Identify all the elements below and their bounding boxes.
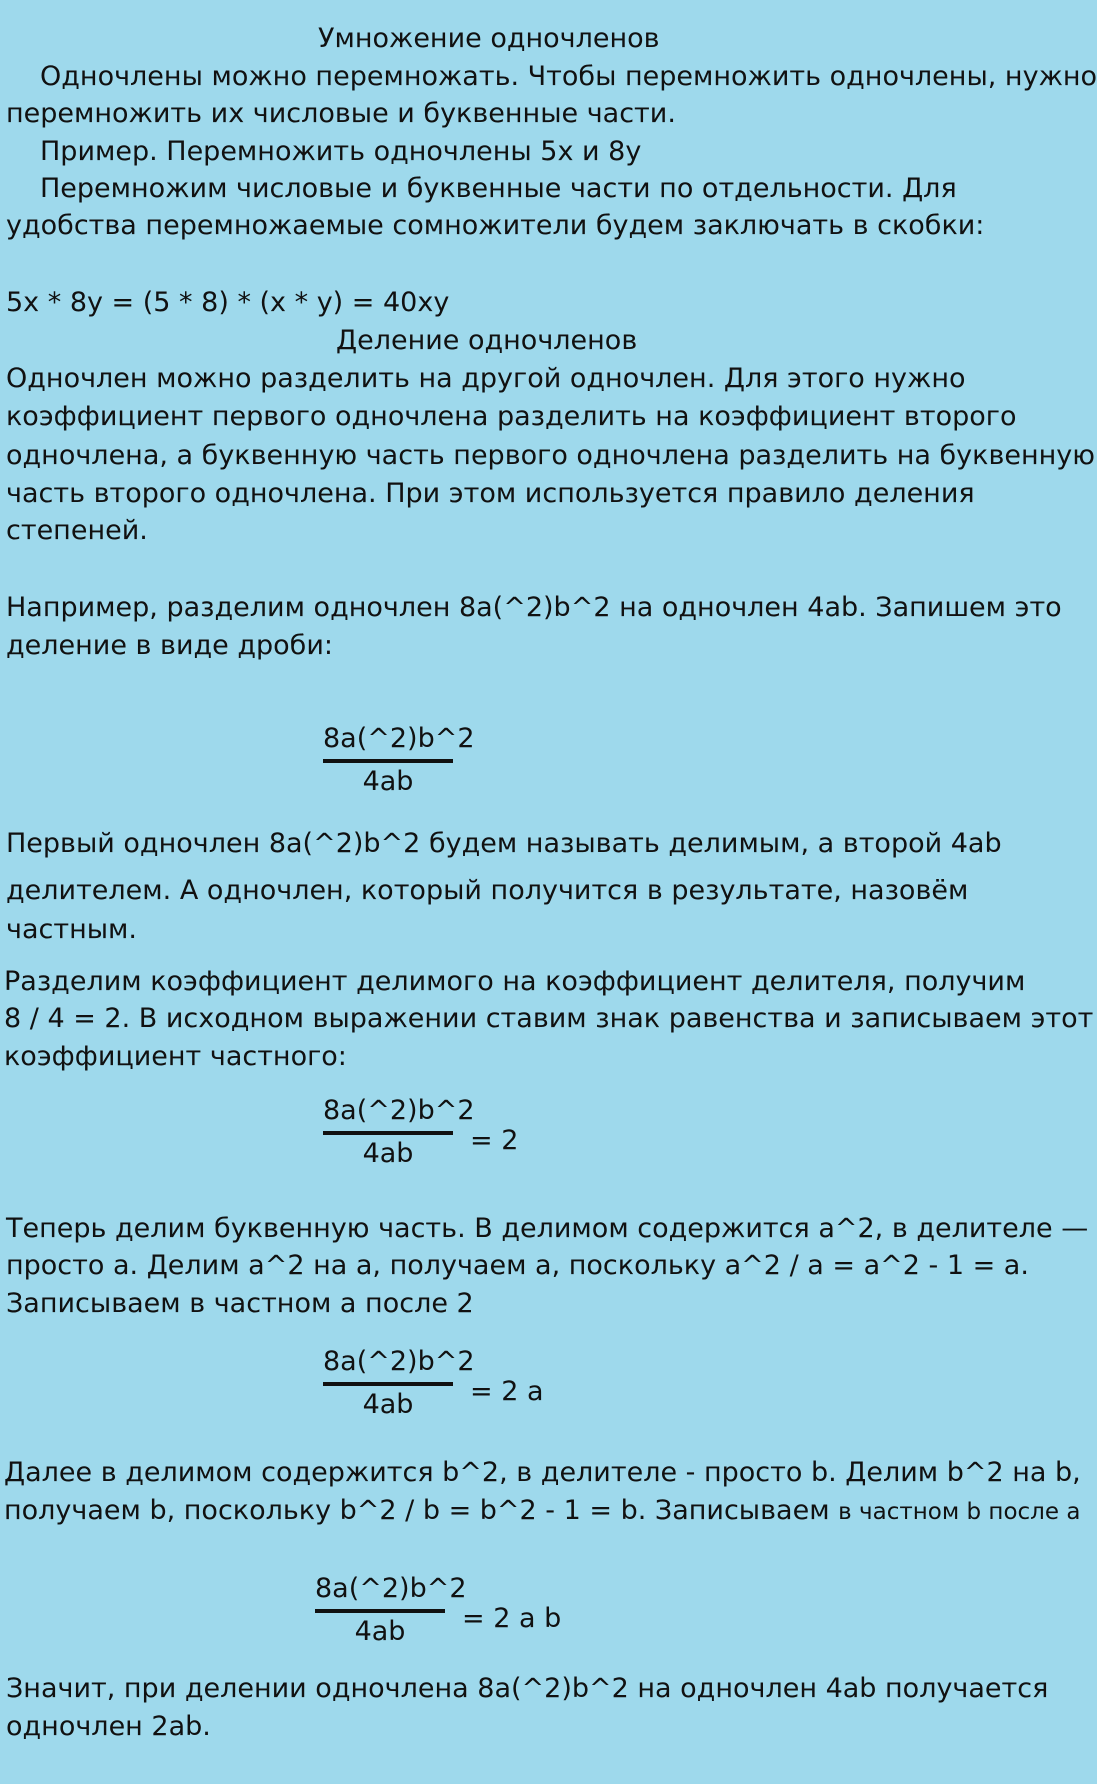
div-paragraph-7-line-1: Значит, при делении одночлена 8a(^2)b^2 на одночлен 4ab получается [6, 1673, 1049, 1704]
div-paragraph-3-line-2: делителем. А одночлен, который получится в результате, назовём [6, 875, 969, 906]
fraction-1-bar [323, 759, 453, 763]
fraction-2 [323, 1094, 475, 1171]
div-paragraph-6-line-2 [4, 1492, 1080, 1531]
mult-paragraph-2-line-1: Перемножим числовые и буквенные части по отдельности. Для [40, 173, 957, 204]
fraction-3-result: = 2 a [470, 1376, 544, 1407]
fraction-2-denominator: 4ab [362, 1138, 414, 1169]
fraction-4 [315, 1572, 467, 1649]
div-paragraph-1-line-1: Одночлен можно разделить на другой одночлен. Для этого нужно [6, 363, 966, 394]
mult-paragraph-2-line-2: удобства перемножаемые сомножители будем заключать в скобки: [6, 210, 985, 241]
mult-paragraph-1-line-1: Одночлены можно перемножать. Чтобы перемножить одночлены, нужно [40, 61, 1097, 92]
fraction-3 [323, 1345, 475, 1422]
div-paragraph-6-line-2-main: получаем b, поскольку b^2 / b = b^2 - 1 = b. Записываем [4, 1495, 839, 1526]
div-paragraph-1-line-2: коэффициент первого одночлена разделить на коэффициент второго [6, 401, 1017, 432]
div-paragraph-1-line-4: часть второго одночлена. При этом используется правило деления [6, 478, 975, 509]
div-title: Деление одночленов [336, 325, 638, 356]
div-paragraph-1-line-5: степеней. [6, 515, 148, 546]
fraction-1-numerator: 8a(^2)b^2 [323, 723, 475, 754]
fraction-1-denominator: 4ab [362, 766, 414, 797]
div-paragraph-3-line-1: Первый одночлен 8a(^2)b^2 будем называть делимым, а второй 4ab [6, 828, 1002, 859]
fraction-2-bar [323, 1131, 453, 1135]
div-paragraph-4-line-2: 8 / 4 = 2. В исходном выражении ставим знак равенства и записываем этот [4, 1003, 1094, 1034]
mult-example: Пример. Перемножить одночлены 5x и 8y [40, 136, 642, 167]
div-paragraph-5-line-2: просто a. Делим a^2 на a, получаем a, поскольку a^2 / a = a^2 - 1 = a. [6, 1250, 1029, 1281]
fraction-3-denominator: 4ab [362, 1389, 414, 1420]
div-paragraph-5-line-3: Записываем в частном a после 2 [6, 1288, 474, 1319]
div-paragraph-7-line-2: одночлен 2ab. [6, 1711, 211, 1742]
div-paragraph-6-line-1: Далее в делимом содержится b^2, в делителе - просто b. Делим b^2 на b, [4, 1457, 1081, 1488]
mult-formula: 5x * 8y = (5 * 8) * (x * y) = 40xy [6, 287, 450, 318]
div-paragraph-1-line-3: одночлена, а буквенную часть первого одночлена разделить на буквенную [6, 440, 1095, 471]
fraction-4-bar [315, 1609, 445, 1613]
fraction-3-bar [323, 1382, 453, 1386]
fraction-3-numerator: 8a(^2)b^2 [323, 1346, 475, 1377]
div-paragraph-6-line-2-small: в частном b после a [838, 1499, 1081, 1525]
fraction-2-numerator: 8a(^2)b^2 [323, 1095, 475, 1126]
fraction-1 [323, 722, 475, 799]
div-paragraph-5-line-1: Теперь делим буквенную часть. В делимом содержится a^2, в делителе — [6, 1213, 1089, 1244]
fraction-2-result: = 2 [470, 1125, 519, 1156]
mult-paragraph-1-line-2: перемножить их числовые и буквенные части. [6, 98, 676, 129]
div-paragraph-2-line-2: деление в виде дроби: [6, 630, 333, 661]
mult-title: Умножение одночленов [318, 23, 660, 54]
div-paragraph-4-line-3: коэффициент частного: [4, 1041, 347, 1072]
div-paragraph-4-line-1: Разделим коэффициент делимого на коэффициент делителя, получим [4, 966, 1026, 997]
div-paragraph-3-line-3: частным. [6, 914, 137, 945]
fraction-4-result: = 2 a b [462, 1603, 562, 1634]
div-paragraph-2-line-1: Например, разделим одночлен 8a(^2)b^2 на одночлен 4ab. Запишем это [6, 592, 1062, 623]
fraction-4-numerator: 8a(^2)b^2 [315, 1573, 467, 1604]
fraction-4-denominator: 4ab [354, 1616, 406, 1647]
